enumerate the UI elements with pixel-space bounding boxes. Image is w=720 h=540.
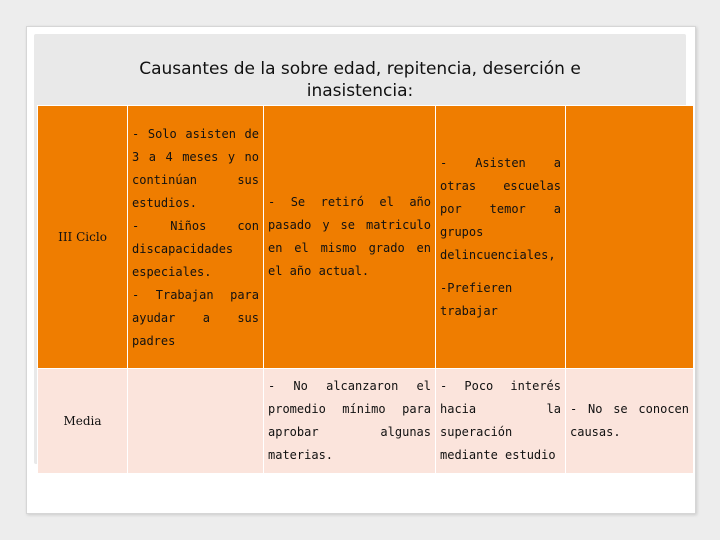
title-line-2: inasistencia: [306, 81, 414, 101]
causes-table [37, 105, 694, 474]
cell-r1-c4 [436, 106, 566, 369]
table-row [38, 369, 694, 474]
level-label-cell [38, 369, 128, 474]
cell-r1-c5 [566, 106, 694, 369]
cell-r2-c5 [566, 369, 694, 474]
level-label-cell [38, 106, 128, 369]
cause-item: -Prefieren trabajar [440, 280, 513, 318]
cause-item: - Trabajan para ayudar a sus padres [132, 288, 259, 348]
cell-r2-c4 [436, 369, 566, 474]
cell-r2-c3 [264, 369, 436, 474]
cause-item: - Asisten a otras escuelas por temor a grupos delincuenciales, [440, 155, 561, 262]
cause-item: - Poco interés hacia la superación mediante estudio [440, 379, 561, 462]
page-title [34, 58, 686, 102]
cell-r2-c2 [128, 369, 264, 474]
level-label: III Ciclo [58, 230, 107, 244]
cause-item: - No se conocen causas. [570, 402, 689, 439]
cell-r1-c3 [264, 106, 436, 369]
title-line-1: Causantes de la sobre edad, repitencia, deserción e [139, 59, 581, 79]
level-label: Media [63, 414, 102, 428]
cause-item: - No alcanzaron el promedio mínimo para aprobar algunas materias. [268, 379, 431, 462]
table-row [38, 106, 694, 369]
cause-item: - Se retiró el año pasado y se matriculo en el mismo grado en el año actual. [268, 195, 431, 278]
cause-item: - Solo asisten de 3 a 4 meses y no continúan sus estudios. [132, 127, 259, 210]
cell-r1-c2 [128, 106, 264, 369]
cause-item: - Niños con discapacidades especiales. [132, 219, 259, 279]
